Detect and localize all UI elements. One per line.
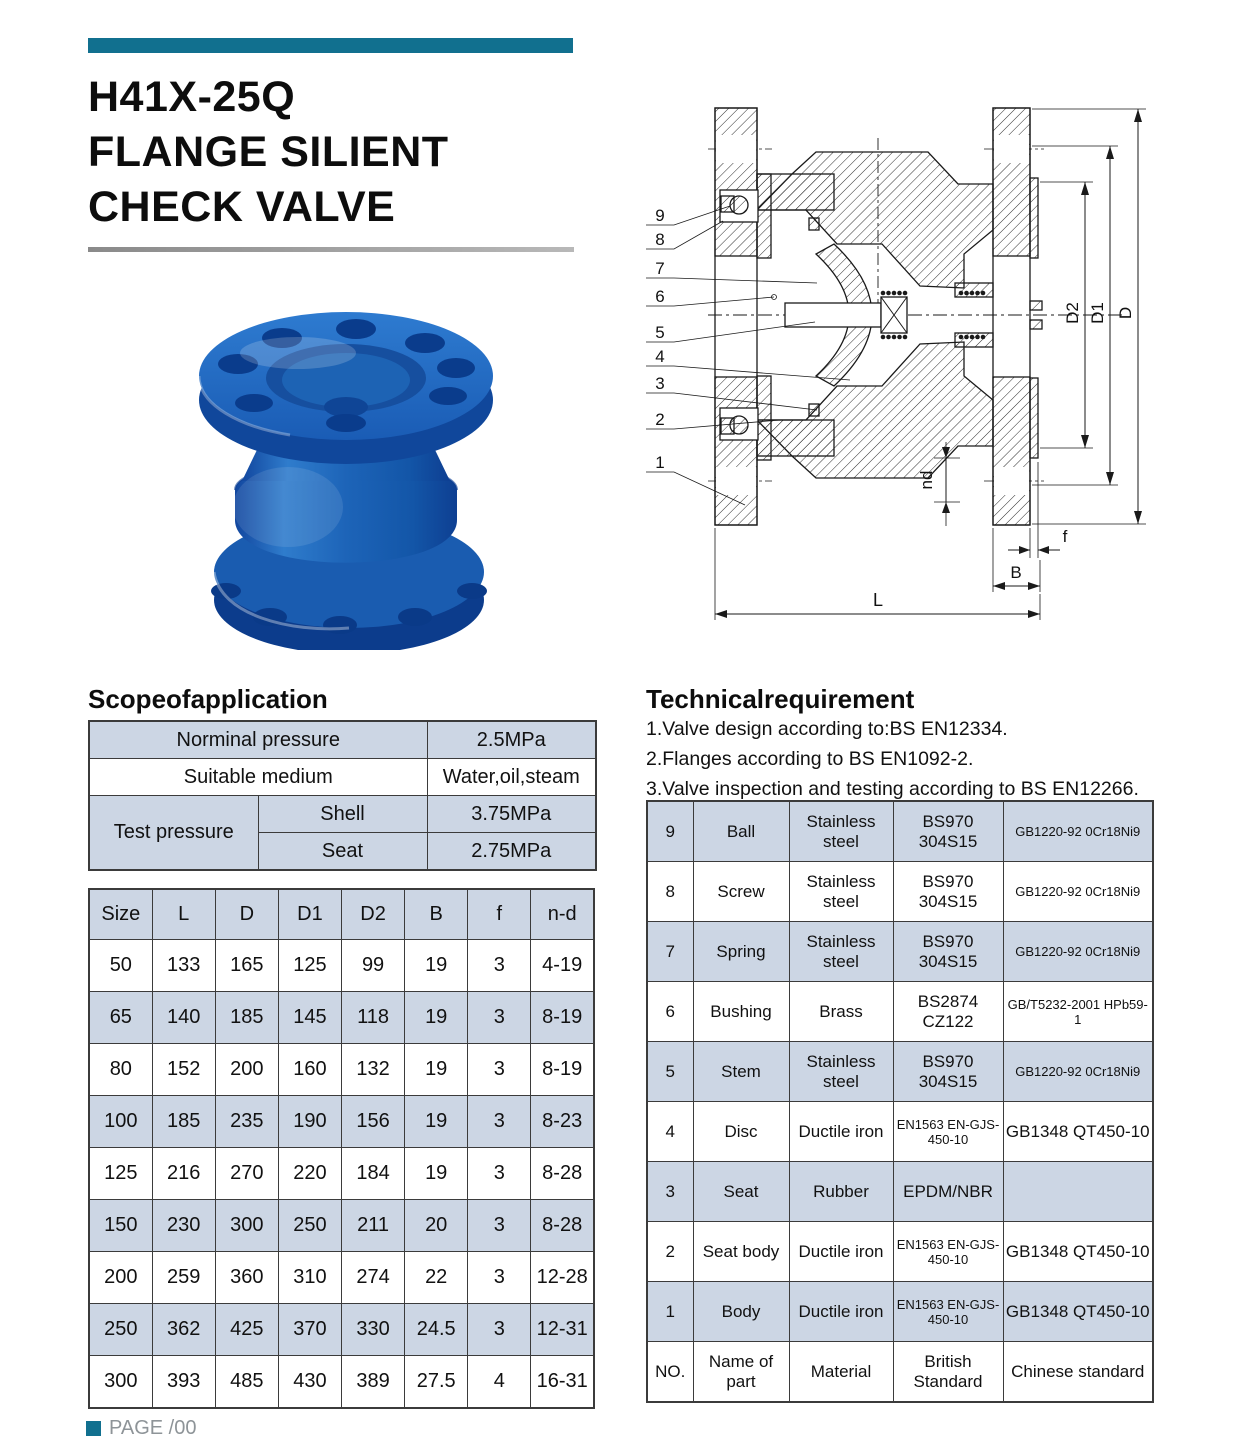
table-cell: EN1563 EN-GJS-450-10 xyxy=(893,1222,1003,1282)
table-cell: Stainless steel xyxy=(789,922,893,982)
table-row xyxy=(647,1042,1153,1102)
table-cell: 3.75MPa xyxy=(427,796,596,833)
table-cell: Suitable medium xyxy=(89,759,427,796)
table-cell: BS970 304S15 xyxy=(893,922,1003,982)
seat-body-lower xyxy=(757,420,834,456)
table-cell: 1 xyxy=(647,1282,693,1342)
table-cell: 2.75MPa xyxy=(427,833,596,871)
table-cell: 216 xyxy=(152,1148,215,1200)
table-cell: 8 xyxy=(647,862,693,922)
table-cell: EN1563 EN-GJS-450-10 xyxy=(893,1102,1003,1162)
table-cell: 360 xyxy=(215,1252,278,1304)
table-row xyxy=(647,1162,1153,1222)
table-cell: Name of part xyxy=(693,1342,789,1403)
table-cell: 300 xyxy=(89,1356,152,1409)
table-header-row xyxy=(89,889,594,940)
table-cell: 3 xyxy=(468,1252,531,1304)
table-cell: 4 xyxy=(468,1356,531,1409)
table-cell: 3 xyxy=(468,1044,531,1096)
table-cell: 50 xyxy=(89,940,152,992)
header-accent-bar xyxy=(88,38,573,53)
page-footer xyxy=(86,1417,196,1440)
table-cell: 3 xyxy=(468,1096,531,1148)
technical-drawing xyxy=(620,78,1180,640)
table-cell: 3 xyxy=(468,1200,531,1252)
table-cell: Brass xyxy=(789,982,893,1042)
table-row xyxy=(89,721,596,759)
table-cell: 362 xyxy=(152,1304,215,1356)
table-cell: n-d xyxy=(531,889,594,940)
table-cell: 389 xyxy=(342,1356,405,1409)
table-row xyxy=(89,796,596,833)
seat-body-upper xyxy=(757,174,834,210)
table-cell: 425 xyxy=(215,1304,278,1356)
stem xyxy=(785,303,881,327)
table-cell: 235 xyxy=(215,1096,278,1148)
table-cell: GB1220-92 0Cr18Ni9 xyxy=(1003,1042,1153,1102)
table-cell: Spring xyxy=(693,922,789,982)
table-row xyxy=(647,922,1153,982)
table-cell: GB1220-92 0Cr18Ni9 xyxy=(1003,922,1153,982)
outlet-flange-section xyxy=(993,108,1038,525)
table-cell: 485 xyxy=(215,1356,278,1409)
table-cell: Shell xyxy=(258,796,427,833)
table-cell: 12-31 xyxy=(531,1304,594,1356)
table-row xyxy=(89,1148,594,1200)
table-cell: Test pressure xyxy=(89,796,258,871)
table-row xyxy=(647,1222,1153,1282)
table-row xyxy=(89,759,596,796)
dim-label-b: B xyxy=(1010,563,1022,582)
table-cell: 125 xyxy=(89,1148,152,1200)
dim-label-nd: nd xyxy=(917,470,936,490)
table-cell: 8-28 xyxy=(531,1148,594,1200)
dim-label-f: f xyxy=(1062,527,1068,546)
title-divider xyxy=(88,247,574,252)
table-cell: 6 xyxy=(647,982,693,1042)
table-cell: 19 xyxy=(405,1096,468,1148)
table-cell: Body xyxy=(693,1282,789,1342)
table-cell: D2 xyxy=(342,889,405,940)
table-cell: 165 xyxy=(215,940,278,992)
table-cell: 16-31 xyxy=(531,1356,594,1409)
dimensions-table xyxy=(88,888,595,1409)
table-cell: D1 xyxy=(278,889,341,940)
table-cell: 393 xyxy=(152,1356,215,1409)
table-cell: 3 xyxy=(468,940,531,992)
ball-screw-detail-bottom xyxy=(720,408,758,440)
table-cell: 19 xyxy=(405,940,468,992)
table-cell: f xyxy=(468,889,531,940)
table-cell: Material xyxy=(789,1342,893,1403)
part-number: 2 xyxy=(655,410,665,429)
table-cell: 118 xyxy=(342,992,405,1044)
table-cell: BS970 304S15 xyxy=(893,862,1003,922)
table-cell: 152 xyxy=(152,1044,215,1096)
table-cell: 145 xyxy=(278,992,341,1044)
gloss-highlight xyxy=(240,337,356,369)
table-row xyxy=(647,862,1153,922)
footer-square-icon xyxy=(86,1421,101,1436)
requirement-item: 1.Valve design according to:BS EN12334. xyxy=(646,718,1008,740)
table-cell: 250 xyxy=(278,1200,341,1252)
table-cell: Ductile iron xyxy=(789,1222,893,1282)
table-cell: 310 xyxy=(278,1252,341,1304)
table-row xyxy=(647,1342,1153,1403)
table-cell: 100 xyxy=(89,1096,152,1148)
technical-heading: Technicalrequirement xyxy=(646,684,915,714)
table-cell: 184 xyxy=(342,1148,405,1200)
table-row xyxy=(89,1356,594,1409)
part-number: 4 xyxy=(655,347,665,366)
product-photo xyxy=(150,295,580,650)
table-row xyxy=(647,982,1153,1042)
table-cell: 24.5 xyxy=(405,1304,468,1356)
table-row xyxy=(647,1102,1153,1162)
table-cell: Ball xyxy=(693,801,789,862)
table-cell: 3 xyxy=(468,992,531,1044)
title-line-1: H41X-25Q xyxy=(88,73,296,121)
table-cell: Ductile iron xyxy=(789,1282,893,1342)
table-cell: 230 xyxy=(152,1200,215,1252)
table-cell: NO. xyxy=(647,1342,693,1403)
table-cell: EN1563 EN-GJS-450-10 xyxy=(893,1282,1003,1342)
table-cell: 274 xyxy=(342,1252,405,1304)
table-cell: 211 xyxy=(342,1200,405,1252)
table-cell: 4-19 xyxy=(531,940,594,992)
table-cell: 250 xyxy=(89,1304,152,1356)
seal-detail xyxy=(809,218,819,230)
part-number: 5 xyxy=(655,323,665,342)
table-cell: Stainless steel xyxy=(789,1042,893,1102)
table-cell: Bushing xyxy=(693,982,789,1042)
table-row xyxy=(647,801,1153,862)
part-number: 3 xyxy=(655,374,665,393)
table-cell: 80 xyxy=(89,1044,152,1096)
table-cell: 8-19 xyxy=(531,1044,594,1096)
table-cell: B xyxy=(405,889,468,940)
table-cell: 7 xyxy=(647,922,693,982)
table-cell: 9 xyxy=(647,801,693,862)
parts-table xyxy=(646,800,1154,1403)
table-cell: 330 xyxy=(342,1304,405,1356)
dim-label-l: L xyxy=(872,590,884,610)
product-title xyxy=(88,70,608,235)
table-cell: 19 xyxy=(405,1044,468,1096)
table-row xyxy=(89,1096,594,1148)
table-cell: GB1220-92 0Cr18Ni9 xyxy=(1003,801,1153,862)
requirement-item: 3.Valve inspection and testing according to BS EN12266. xyxy=(646,778,1139,800)
table-cell: Disc xyxy=(693,1102,789,1162)
dim-label-d: D xyxy=(1116,306,1135,320)
table-cell: 370 xyxy=(278,1304,341,1356)
table-cell: D xyxy=(215,889,278,940)
table-cell: Seat xyxy=(258,833,427,871)
table-row xyxy=(89,1200,594,1252)
scope-table xyxy=(88,720,597,871)
stub-upper xyxy=(1030,301,1042,310)
title-line-3: CHECK VALVE xyxy=(88,183,396,231)
part-number-labels xyxy=(655,206,664,472)
table-cell: 140 xyxy=(152,992,215,1044)
table-cell: BS2874 CZ122 xyxy=(893,982,1003,1042)
table-cell: 200 xyxy=(89,1252,152,1304)
table-cell xyxy=(1003,1162,1153,1222)
table-cell: 3 xyxy=(468,1304,531,1356)
table-cell: GB/T5232-2001 HPb59-1 xyxy=(1003,982,1153,1042)
stub-lower xyxy=(1030,320,1042,329)
table-cell: 2 xyxy=(647,1222,693,1282)
part-number: 1 xyxy=(655,453,665,472)
part-number: 7 xyxy=(655,259,665,278)
footer-text: PAGE /00 xyxy=(109,1417,197,1439)
table-cell: 19 xyxy=(405,992,468,1044)
table-cell: 99 xyxy=(342,940,405,992)
table-cell: 185 xyxy=(215,992,278,1044)
inlet-flange-section xyxy=(715,108,771,525)
table-cell: 133 xyxy=(152,940,215,992)
table-cell: 200 xyxy=(215,1044,278,1096)
table-cell: 8-23 xyxy=(531,1096,594,1148)
body-upper-section xyxy=(757,152,993,288)
table-cell: 220 xyxy=(278,1148,341,1200)
table-cell: 2.5MPa xyxy=(427,721,596,759)
table-cell: GB1348 QT450-10 xyxy=(1003,1222,1153,1282)
table-cell: GB1220-92 0Cr18Ni9 xyxy=(1003,862,1153,922)
table-cell: 259 xyxy=(152,1252,215,1304)
table-cell: 3 xyxy=(468,1148,531,1200)
table-cell: 27.5 xyxy=(405,1356,468,1409)
table-cell: Rubber xyxy=(789,1162,893,1222)
table-cell: 20 xyxy=(405,1200,468,1252)
table-cell: 190 xyxy=(278,1096,341,1148)
table-cell: British Standard xyxy=(893,1342,1003,1403)
table-row xyxy=(89,1304,594,1356)
table-cell: GB1348 QT450-10 xyxy=(1003,1282,1153,1342)
table-cell: Seat body xyxy=(693,1222,789,1282)
table-row xyxy=(89,1252,594,1304)
table-cell: Stainless steel xyxy=(789,801,893,862)
table-cell: 8-28 xyxy=(531,1200,594,1252)
table-cell: 160 xyxy=(278,1044,341,1096)
table-cell: Water,oil,steam xyxy=(427,759,596,796)
table-cell: 8-19 xyxy=(531,992,594,1044)
table-cell: 430 xyxy=(278,1356,341,1409)
table-cell: BS970 304S15 xyxy=(893,801,1003,862)
table-cell: Screw xyxy=(693,862,789,922)
table-cell: Chinese standard xyxy=(1003,1342,1153,1403)
table-row xyxy=(647,1282,1153,1342)
table-cell: Norminal pressure xyxy=(89,721,427,759)
table-cell: 19 xyxy=(405,1148,468,1200)
table-cell: 185 xyxy=(152,1096,215,1148)
table-cell: 150 xyxy=(89,1200,152,1252)
table-cell: 12-28 xyxy=(531,1252,594,1304)
table-cell: Stainless steel xyxy=(789,862,893,922)
table-cell: Seat xyxy=(693,1162,789,1222)
technical-requirements xyxy=(646,714,1206,804)
table-cell: Stem xyxy=(693,1042,789,1102)
dim-label-d2: D2 xyxy=(1063,302,1082,324)
dim-label-d1: D1 xyxy=(1088,302,1107,324)
table-cell: 156 xyxy=(342,1096,405,1148)
table-cell: 3 xyxy=(647,1162,693,1222)
scope-heading: Scopeofapplication xyxy=(88,684,328,714)
table-cell: 65 xyxy=(89,992,152,1044)
ball-screw-detail-top xyxy=(720,190,758,222)
table-cell: 4 xyxy=(647,1102,693,1162)
table-cell: GB1348 QT450-10 xyxy=(1003,1102,1153,1162)
gloss-highlight xyxy=(233,467,343,547)
table-cell: BS970 304S15 xyxy=(893,1042,1003,1102)
table-row xyxy=(89,940,594,992)
part-number: 9 xyxy=(655,206,665,225)
table-row xyxy=(89,1044,594,1096)
requirement-item: 2.Flanges according to BS EN1092-2. xyxy=(646,748,974,770)
table-cell: Ductile iron xyxy=(789,1102,893,1162)
table-cell: 5 xyxy=(647,1042,693,1102)
table-row xyxy=(89,992,594,1044)
table-cell: 300 xyxy=(215,1200,278,1252)
table-cell: Size xyxy=(89,889,152,940)
table-cell: EPDM/NBR xyxy=(893,1162,1003,1222)
table-cell: 270 xyxy=(215,1148,278,1200)
part-number: 6 xyxy=(655,287,665,306)
table-cell: 132 xyxy=(342,1044,405,1096)
table-cell: 22 xyxy=(405,1252,468,1304)
table-cell: 125 xyxy=(278,940,341,992)
table-cell: L xyxy=(152,889,215,940)
part-number: 8 xyxy=(655,230,665,249)
title-line-2: FLANGE SILIENT xyxy=(88,128,449,176)
